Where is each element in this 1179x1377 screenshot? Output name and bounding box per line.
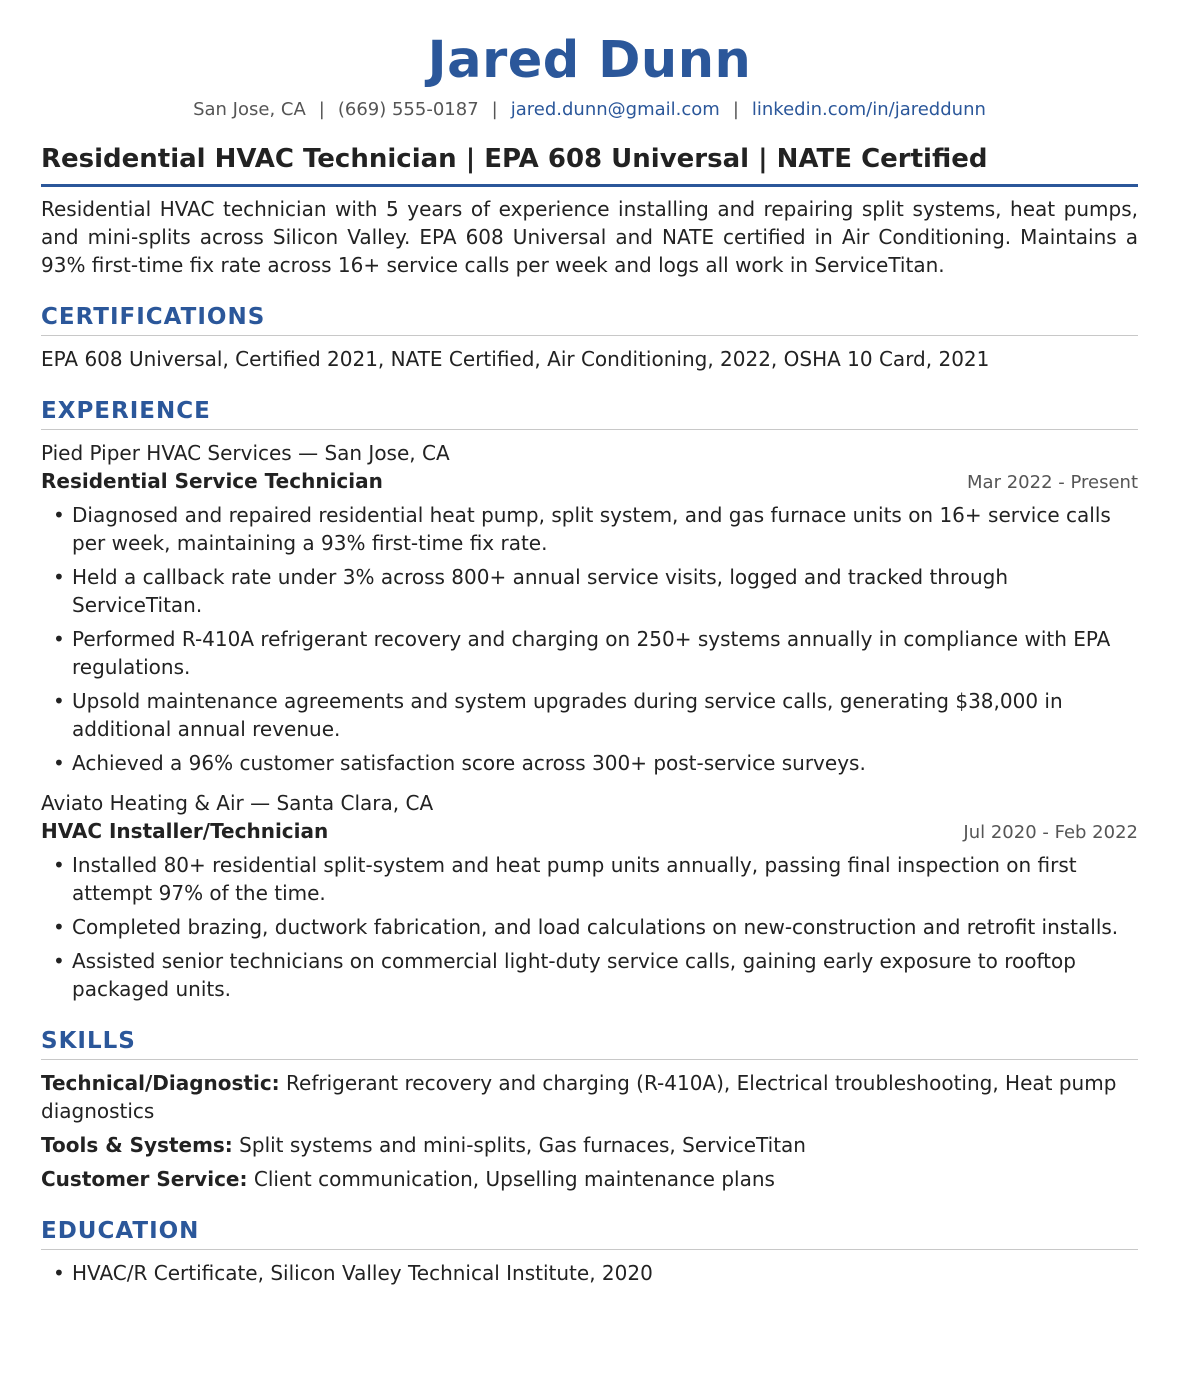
skill-line [41,1131,1138,1159]
section-title-education: EDUCATION [41,1216,1138,1250]
list-item [41,749,1138,777]
education-list [41,1259,1138,1287]
skill-text: Refrigerant recovery and charging (R-410A), Electrical troubleshooting, Heat pump diagnostics [41,1071,1117,1123]
bullet-text: Held a callback rate under 3% across 800+ annual service visits, logged and tracked through ServiceTitan. [72,565,1009,617]
skill-text: Client communication, Upselling maintenance plans [253,1167,775,1191]
list-item [41,851,1138,907]
bullet-icon: • [53,915,65,939]
job-dates: Jul 2020 - Feb 2022 [963,822,1138,843]
skill-category: Technical/Diagnostic: [41,1071,280,1095]
job-dates: Mar 2022 - Present [967,472,1138,493]
list-item [41,563,1138,619]
job-employer: Aviato Heating & Air — Santa Clara, CA [41,791,434,815]
bullet-icon: • [53,853,65,877]
list-item [41,687,1138,743]
list-item [41,1259,1138,1287]
bullet-text: Achieved a 96% customer satisfaction score across 300+ post-service surveys. [72,751,866,775]
bullet-text: Completed brazing, ductwork fabrication, and load calculations on new-construction and retrofit installs. [72,915,1119,939]
bullet-icon: • [53,949,65,973]
bullet-icon: • [53,503,65,527]
linkedin-link[interactable]: linkedin.com/in/jareddunn [751,99,986,120]
list-item [41,501,1138,557]
education-block [41,1259,1138,1287]
job-role: Residential Service Technician [41,469,383,493]
job-bullet-list [41,501,1138,777]
bullet-text: Performed R-410A refrigerant recovery and charging on 250+ systems annually in compliance with EPA regulations. [72,627,1111,679]
job-employer: Pied Piper HVAC Services — San Jose, CA [41,441,450,465]
contact-line [41,97,1138,123]
section-title-experience: EXPERIENCE [41,396,1138,430]
skill-line [41,1069,1138,1125]
separator: | [318,99,325,120]
job-entry [41,789,1138,1003]
bullet-text: Upsold maintenance agreements and system upgrades during service calls, generating $38,000 in additional annual revenue. [72,689,1063,741]
skill-category: Tools & Systems: [41,1133,233,1157]
job-bullet-list [41,851,1138,1003]
bullet-text: Installed 80+ residential split-system and heat pump units annually, passing final inspection on first attempt 97% of the time. [72,853,1077,905]
certifications-text: EPA 608 Universal, Certified 2021, NATE Certified, Air Conditioning, 2022, OSHA 10 Card, 2021 [41,347,990,371]
skill-line [41,1165,1138,1193]
skills-list [41,1069,1138,1193]
headline: Residential HVAC Technician | EPA 608 Universal | NATE Certified [41,143,1138,187]
section-title-skills: SKILLS [41,1026,1138,1060]
list-item [41,913,1138,941]
email-link[interactable]: jared.dunn@gmail.com [510,99,720,120]
candidate-name: Jared Dunn [427,31,752,90]
bullet-text: Assisted senior technicians on commercial light-duty service calls, gaining early exposure to rooftop packaged units. [72,949,1076,1001]
job-role-row [41,467,1138,497]
bullet-icon: • [53,627,65,651]
job-role-row [41,817,1138,847]
location-text: San Jose, CA [193,99,306,120]
list-item [41,947,1138,1003]
summary-paragraph: Residential HVAC technician with 5 years of experience installing and repairing split systems, heat pumps, and mini-splits across Silicon Valley. EPA 608 Universal and NATE certified in Air Conditioning. Maintains a 93% first-time fix rate across 16+ service calls per week and logs all work in ServiceTitan. [41,197,1138,277]
separator: | [491,99,498,120]
list-item [41,625,1138,681]
bullet-icon: • [53,689,65,713]
skill-category: Customer Service: [41,1167,248,1191]
bullet-icon: • [53,1261,65,1285]
education-text: HVAC/R Certificate, Silicon Valley Technical Institute, 2020 [72,1261,653,1285]
bullet-icon: • [53,565,65,589]
bullet-icon: • [53,751,65,775]
job-entry [41,439,1138,777]
phone-text: (669) 555-0187 [337,99,479,120]
bullet-text: Diagnosed and repaired residential heat pump, split system, and gas furnace units on 16+ service calls per week, maintaining a 93% first-time fix rate. [72,503,1111,555]
skill-text: Split systems and mini-splits, Gas furnaces, ServiceTitan [239,1133,806,1157]
separator: | [732,99,739,120]
section-title-certifications: CERTIFICATIONS [41,302,1138,336]
job-role: HVAC Installer/Technician [41,819,329,843]
